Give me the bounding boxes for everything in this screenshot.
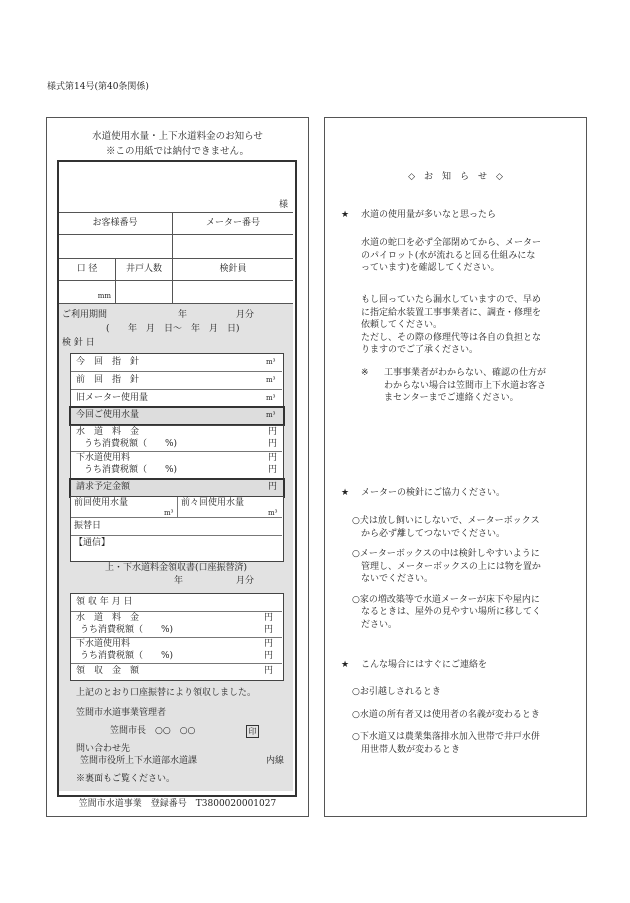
manager-label: 笠間市水道事業管理者 [76, 708, 167, 718]
contact-label: 問い合わせ先 [76, 744, 131, 754]
unit: m³ [164, 509, 174, 517]
receipt-total-label: 領 収 金 額 [76, 666, 140, 676]
divider [59, 234, 293, 235]
customer-number-label: お客様番号 [92, 218, 138, 228]
list-item-line: ○犬は放し飼いにしないで、メーターボックス [352, 516, 540, 526]
list-item [352, 548, 541, 586]
receipt-sewer-fee-label: 下水道使用料 [76, 639, 131, 649]
memo-label: 【通信】 [74, 538, 111, 548]
list-item-line: 用世帯人数が変わるとき [352, 744, 461, 755]
unit: m³ [266, 376, 276, 384]
footer-registration: 笠間市水道事業 登録番号 T3800020001027 [78, 799, 277, 809]
paragraph-line: 水道の蛇口を必ず全部閉めてから、メーター [361, 238, 542, 248]
seal-stamp: 印 [246, 725, 259, 738]
period-range: 年 月 日～ 年 月 日) [128, 324, 240, 334]
extension-label: 内線 [266, 756, 285, 766]
yen: 円 [264, 639, 274, 649]
mayor-label: 笠間市長 ○○ ○○ [110, 726, 196, 736]
mm-unit: mm [97, 292, 111, 300]
star-icon: ★ [341, 210, 350, 220]
current-reading-label: 今 回 指 針 [76, 357, 140, 367]
list-item-line: ○メーターボックスの中は検針しやすいように [352, 549, 540, 559]
water-fee-label: 水 道 料 金 [76, 427, 140, 437]
notice-title: 水道使用水量・上下水道料金のお知らせ [92, 131, 263, 142]
prev-prev-usage-label: 前々回使用水量 [181, 498, 245, 508]
sewer-tax-label: うち消費税額（ %) [84, 465, 178, 475]
receipt-year: 年 [174, 576, 184, 586]
period-label: ご利用期間 [62, 310, 108, 320]
list-item-line: ○お引越しされるとき [352, 687, 441, 697]
star-icon: ★ [341, 660, 350, 670]
section1-paragraph2 [361, 294, 541, 357]
star-icon: ★ [341, 488, 350, 498]
divider [172, 212, 173, 258]
period-year: 年 [178, 310, 188, 320]
section3-title: こんな場合にはすぐにご連絡を [361, 660, 488, 670]
form-number: 様式第14号(第40条関係) [47, 82, 149, 92]
divider [172, 258, 173, 304]
honorific: 様 [279, 200, 289, 210]
list-item [352, 594, 541, 632]
previous-reading-label: 前 回 指 針 [76, 375, 140, 385]
section1-note [384, 367, 546, 405]
divider [71, 611, 282, 612]
section2-items [352, 515, 541, 639]
period-month: 月分 [236, 310, 255, 320]
note-line: わからない場合は笠間市上下水道お客さ [384, 380, 547, 391]
current-usage-label: 今回ご使用水量 [76, 410, 140, 420]
yen: 円 [264, 625, 274, 635]
meter-number-label: メーター番号 [205, 218, 260, 228]
reading-date-label: 検 針 日 [62, 338, 95, 348]
caliber-label: 口 径 [76, 264, 98, 274]
info-title: ◇ お 知 ら せ ◇ [408, 172, 503, 182]
period-open: ( [106, 324, 110, 334]
section1-paragraph1 [361, 237, 541, 275]
yen: 円 [264, 666, 274, 676]
contact-dept: 笠間市役所上下水道部水道課 [80, 756, 198, 766]
old-meter-usage-label: 旧メーター使用量 [76, 393, 149, 403]
list-item-line: ○下水道又は農業集落排水加入世帯で井戸水併 [352, 732, 540, 742]
divider [71, 451, 282, 452]
transfer-date-label: 振替日 [74, 521, 102, 531]
note-mark: ※ [361, 368, 369, 378]
billing-label: 請求予定金額 [76, 482, 131, 492]
divider [59, 280, 293, 281]
section3-items [352, 686, 540, 766]
unit: m³ [266, 358, 276, 366]
paragraph-line: のパイロット(水が流れると回る仕組みにな [361, 250, 536, 261]
note-line: 工事事業者がわからない、確認の仕方が [384, 368, 547, 378]
divider [71, 535, 282, 536]
section1-title: 水道の使用量が多いなと思ったら [361, 210, 497, 220]
list-item-line: から必ず離してつないでください。 [352, 528, 506, 539]
list-item-line: ださい。 [352, 619, 398, 630]
sewer-fee-label: 下水道使用料 [76, 453, 131, 463]
paragraph-line: に指定給水装置工事事業者に、調査・修理を [361, 307, 542, 318]
list-item-line: なるときは、屋外の見やすい場所に移してく [352, 607, 542, 617]
divider [71, 663, 282, 664]
divider [71, 389, 282, 390]
yen: 円 [268, 427, 278, 437]
yen: 円 [264, 613, 274, 623]
receipt-water-tax-label: うち消費税額（ %) [80, 625, 174, 635]
list-item-line: ないでください。 [352, 574, 434, 584]
divider [71, 517, 282, 518]
paragraph-line: 依頼してください。 [361, 320, 443, 330]
unit: m³ [266, 411, 276, 419]
yen: 円 [268, 465, 278, 475]
reader-label: 検針員 [219, 264, 247, 274]
receipt-sewer-tax-label: うち消費税額（ %) [80, 651, 174, 661]
water-tax-label: うち消費税額（ %) [84, 439, 178, 449]
list-item [352, 709, 540, 722]
receipt-month: 月分 [236, 576, 255, 586]
list-item-line: 管理し、メーターボックスの上には物を置か [352, 561, 541, 572]
note-line: まセンターまでご連絡ください。 [384, 393, 519, 403]
list-item-line: ○家の増改築等で水道メーターが床下や屋内に [352, 594, 540, 605]
list-item-line: ○水道の所有者又は使用者の名義が変わるとき [352, 709, 540, 720]
notice-subtitle: ※この用紙では納付できません。 [105, 146, 250, 157]
list-item [352, 686, 540, 699]
yen: 円 [268, 439, 278, 449]
receipt-date-label: 領 収 年 月 日 [76, 597, 133, 607]
unit: m³ [268, 509, 278, 517]
section2-title: メーターの検針にご協力ください。 [361, 488, 506, 498]
yen: 円 [264, 651, 274, 661]
paragraph-line: もし回っていたら漏水していますので、早め [361, 295, 541, 305]
list-item [352, 515, 541, 540]
paragraph-line: りますのでご了承ください。 [361, 345, 479, 355]
yen: 円 [268, 482, 278, 492]
list-item [352, 731, 540, 756]
received-text: 上記のとおり口座振替により領収しました。 [76, 688, 257, 698]
divider [115, 258, 116, 304]
divider [59, 258, 293, 259]
paragraph-line: ただし、その際の修理代等は各自の負担とな [361, 332, 542, 343]
receipt-title: 上・下水道料金領収書(口座振替済) [104, 563, 248, 573]
back-note: ※裏面もご覧ください。 [76, 774, 176, 784]
prev-usage-label: 前回使用水量 [74, 498, 129, 508]
receipt-water-fee-label: 水 道 料 金 [76, 613, 140, 623]
yen: 円 [268, 453, 278, 463]
divider [59, 212, 293, 213]
unit: m³ [266, 394, 276, 402]
divider [71, 637, 282, 638]
divider [177, 497, 178, 517]
divider [71, 371, 282, 372]
households-label: 井戸人数 [125, 264, 162, 274]
paragraph-line: っています)を確認してください。 [361, 263, 500, 273]
